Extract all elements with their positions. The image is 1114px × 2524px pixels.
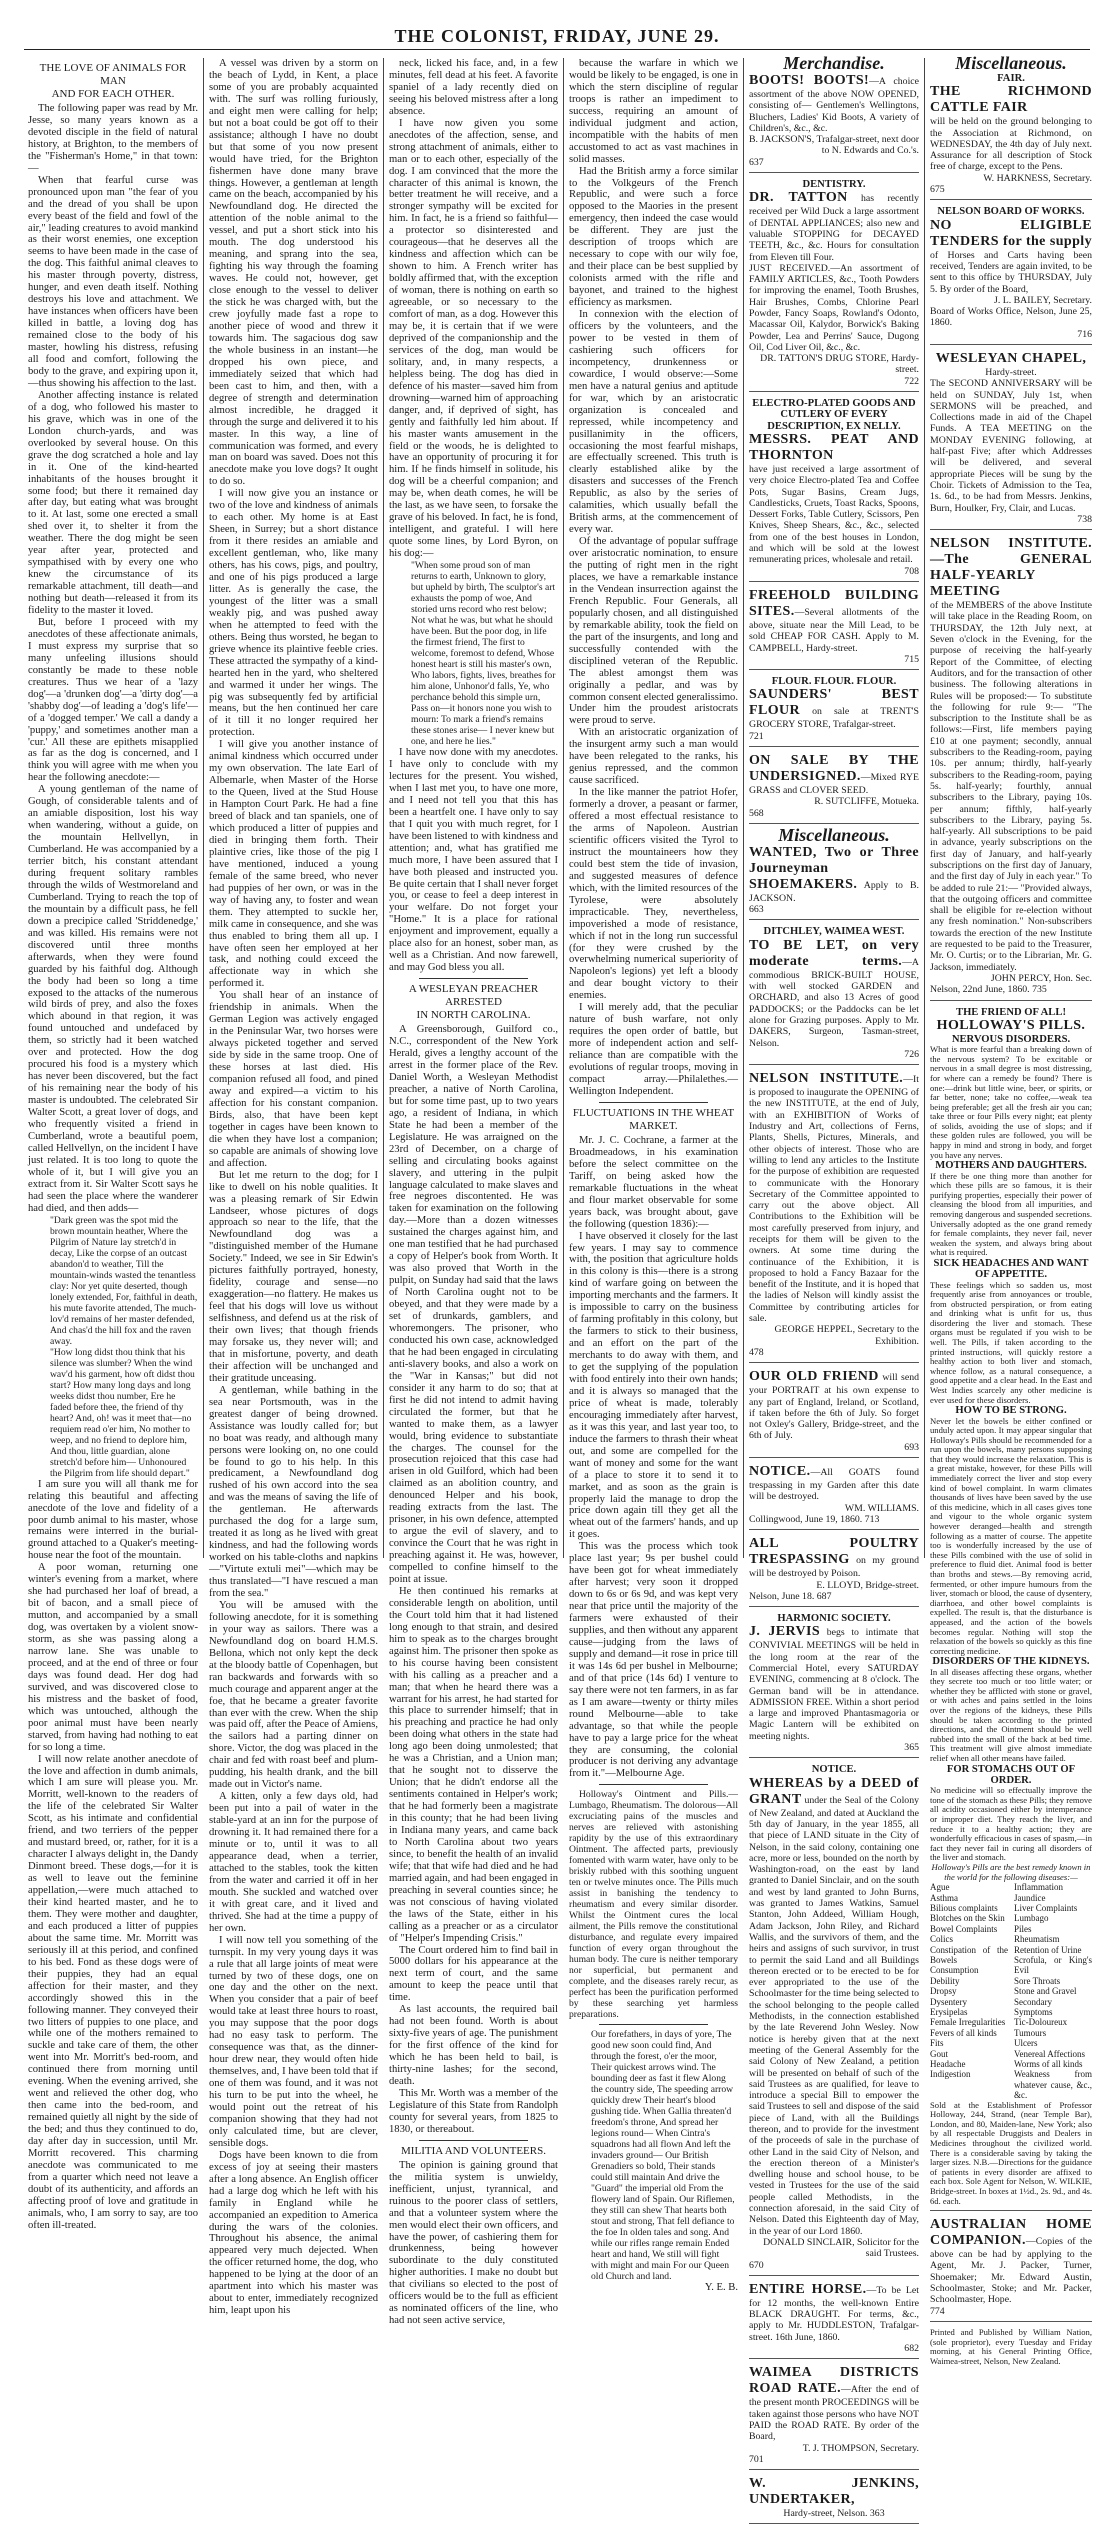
- paragraph: neck, licked his face, and, in a few minutes, fell dead at his feet. A favorite spaniel of a lady recently died on seeing his beloved mistress after a long absence.: [389, 58, 558, 117]
- paragraph: I have now given you some anecdotes of the affection, sense, and strong attachment of animals, either to man or to each other, especially of the dog. I am convinced that the more the character of this animal is known, the better treatment he will receive, and a stronger sympathy will be excited for him. In fact, he is a friend so faithful—a protector so disinterested and courageous—that he deserves all the kindness and affection which can be shown to him. A French writer has boldly affirmed that, with the exception of woman, there is nothing on earth so agreeable, or so necessary to the comfort of man, as a dog. However this may be, it is certain that if we were deprived of the companionship and the services of the dog, man would be solitary, and, in many respects, a helpless being. The dog has died in defence of his master—saved him from drowning—warned him of approaching danger, and, if deprived of sight, has gently and faithfully led him about. If his master wants amusement in the field or the woods, he is delighted to have an opportunity of procuring it for him. If he finds himself in solitude, his dog will be a cheerful companion; and may be, when death comes, he will be the last, as we have seen, to forsake the grave of his beloved. In fact, he is fond, intelligent, and grateful. I will here quote some lines, by Lord Byron, on his dog:—: [389, 117, 558, 560]
- list-item: Bowel Complaints: [930, 1923, 998, 1934]
- paragraph: I have observed it closely for the last few years. I may say to commence with, the position that agriculture holds in this colony is this—there is a strong kind of warfare going on between the importing merchants and the farmers. It is impossible to carry on the business of farming profitably in this colony, but the farmers to stick to their business, and an effort on the part of the merchants to do away with them, and to get the supplying of the population with food entirely into their own hands; and it is always so managed that the price of wheat is made, tolerably encouraging immediately after harvest, as it was this year, and last year too, to induce the farmers to thrash their wheat out, and some are compelled for the want of money and some for the want of a place to store it to send it to market, and as soon as the grain is properly laid the manage to drop the price down again till they get all the wheat out of the farmers' hands, and up it goes.: [569, 1230, 738, 1541]
- paragraph: As last accounts, the required bail had not been found. Worth is about sixty-five years of age. The punishment for the first offence of the kind for which he has been held to bail, is thirty-nine lashes; for the second, death.: [389, 2004, 558, 2088]
- list-item: Dysentery: [930, 1996, 967, 2007]
- paragraph: Dogs have been known to die from excess of joy at seeing their masters after a long absence. An English officer had a large dog which he left with his family in England while he accompanied an expedition to America during the wars of the colonies. Throughout his absence, the animal appeared very much dejected. When the officer returned home, the dog, who happened to be lying at the door of an apartment into which his master was about to enter, immediately recognized him, leapt upon his: [209, 2149, 378, 2317]
- list-item: Dropsy: [930, 1986, 957, 1997]
- poem-verse: "When some proud son of man returns to earth, Unknown to glory, but upheld by birth, The sculptor's art exhausts the pomp of woe, And storied urns record who rest below; Not what he was, but what he should have been. But the poor dog, in life the firmest friend, The first to welcome, foremost to defend, Whose honest heart is still his master's own, Who labors, fights, lives, breathes for him alone, Unhonor'd falls, Ye, who perchance behold this simple urn, Pass on—it honors none you wish to mourn: To mark a friend's remains these stones arise— I never knew but one, and here he lies.": [411, 560, 556, 748]
- list-item: Sore Throats: [1014, 1975, 1061, 1986]
- list-item: Inflammation: [1014, 1882, 1063, 1893]
- list-item: Retention of Urine: [1014, 1944, 1082, 1955]
- masthead-rule: [24, 49, 1090, 50]
- paragraph: But let me return to the dog; for I like to dwell on his noble qualities. It was a pleasing remark of Sir Edwin Landseer, whose pictures of dogs approach so near to the life, that the Newfoundland dog was a "distinguished member of the Humane Society." Indeed, we see in Sir Edwin's pictures faithfully portrayed, honesty, fidelity, courage and sense—no exaggeration—no flattery. He makes us feel that his dogs will love us without selfishness, and defend us at the risk of their own lives; that though friends may forsake us, they never will; and that in misfortune, poverty, and death their affection will be unchanged and their gratitude unceasing.: [209, 1169, 378, 1384]
- list-item: Headache: [930, 2059, 966, 2070]
- list-item: Indigestion: [930, 2069, 971, 2080]
- advertisement-shoemakers: WANTED, Two or Three Journeyman SHOEMAKERS. Apply to B. JACKSON. 663: [749, 845, 919, 921]
- paragraph: I will now tell you something of the turnspit. In my very young days it was a rule that all large joints of meat were turned by two of these dogs, one on one day and the other on the next. When you consider that a pair of beef would take at least three hours to roast, you may suppose that the poor dogs had no easy task to perform. The consequence was that, as the dinner-hour drew near, they would often hide themselves, and, I have been told that if one of them was found, and it was not his turn to be put into the wheel, he would point out the retreat of his companion showing that they had not only calculated time, but are clever, sensible dogs.: [209, 1934, 378, 2149]
- paragraph: But, before I proceed with my anecdotes of these affectionate animals, I must express my surprise that so many unfeeling illusions should constantly be made to these noble creatures. Thus we hear of a 'lazy dog'—a 'drunken dog'—a 'dirty dog'—a 'shabby dog'—of leading a 'dog's life'—of a 'dogged temper.' We call a dandy a 'puppy,' and sometimes another man a 'cur.' All these are epithets misapplied as far as the dog is concerned, and I think you will agree with me when you hear the following anecdote:—: [28, 616, 198, 784]
- advertisement-wesleyan-chapel: WESLEYAN CHAPEL, Hardy-street. The SECOND ANNIVERSARY will be held on SUNDAY, July 1st, when SERMONS will be preached, and Collections made in aid of the Chapel Funds. A TEA MEETING on the MONDAY EVENING following, at half-past Five; after which Addresses will be delivered, and several appropriate Pieces will be sung by the Choir. Tickets of Admission to the Tea, 1s. 6d., to be had from Messrs. Jenkins, Burn, Houlker, Fry, Clair, and Lucas. 738: [930, 351, 1092, 530]
- advertisement-flour: FLOUR. FLOUR. FLOUR. SAUNDERS' BEST FLOUR on sale at TRENT'S GROCERY STORE, Trafalgar-street. 721: [749, 676, 919, 747]
- divider: [599, 2024, 708, 2025]
- list-item: Piles: [1014, 1923, 1032, 1934]
- paragraph: He then continued his remarks at considerable length on abolition, until the Court told him that it had listened long enough to that strain, and desired him to speak as to the charges brought against him. The prisoner then spoke as to his course having been consistent with his calling as a preacher and a man; that when he heard there was a warrant for his arrest, he had started for this place to surrender himself; that in his preaching and practice he had only been doing what others in the state had long ago been doing unmolested; that he was a Christian, and a Union man; that he sought not to disserve the Union; that he didn't endorse all the sentiments contained in Helper's work; that he had formerly been a magistrate in this county; that he had been living in Indiana many years, and came back to North Carolina about two years since, to benefit the health of an invalid wife; that that wife had died and he had married again, and had been engaged in preaching in several counties since; he was not conscious of having violated the laws of the State, either in his calling as a preacher or as a circulator of "Helper's Impending Crisis.": [389, 1585, 558, 1944]
- poem-verse: "Dark green was the spot mid the brown mountain heather, Where the Pilgrim of Nature lay stretch'd in decay, Like the corpse of an outcast abandon'd to weather, Till the mountain-winds wasted the tenantless clay: Nor yet quite deserted, though lonely extended, For, faithful in death, his mute favorite attended, The much-lov'd remains of her master defended, And chas'd the hill fox and the raven away.: [50, 1214, 198, 1347]
- disease-list-right: [1014, 1882, 1092, 2101]
- paragraph: In the like manner the patriot Hofer, formerly a drover, a peasant or farmer, offered a most effectual resistance to the arms of Napoleon. Austrian scientific officers visited the Tyrol to instruct the mountaineers how they could best stem the tide of invasion, and suggested measures of defence which, with the limited resources of the Tyrolese, were absolutely impracticable. They, nevertheless, impoverished a mode of resistance, which if not in the long run successful (for they were crushed by the overwhelming numerical superiority of Napoleon's legions) yet left a bloody and dear bought victory to their enemies.: [569, 787, 738, 1002]
- paragraph: I will now give you an instance or two of the love and kindness of animals to each other. My home is at East Sheen, in Surrey; but a short distance from it there resides an amiable and excellent gentleman, who, like many others, has his cows, pigs, and poultry, and one of his pigs produced a large litter. As is generally the case, the youngest of the litter was a small weakly pig, and was pushed away when he attempted to feed with the others. Being thus worsted, he began to grieve whence its plaintive feeble cries. These attracted the sympathy of a kind-hearted hen in the yard, who sheltered and warmed it under her wings. The pig was subsequently fed by artificial means, but the hen continued her care of it till it no longer required her protection.: [209, 488, 378, 739]
- advertisement-freehold: FREEHOLD BUILDING SITES.—Several allotments of the above, situate near the Mill Lead, to be sold CHEAP FOR CASH. Apply to M. CAMPBELL, Hardy-street. 715: [749, 588, 919, 670]
- advertisement-entire-horse: ENTIRE HORSE.—To be Let for 12 months, the well-known Entire BLACK DRAUGHT. For terms, &c., apply to Mr. HUDDLESTON, Trafalgar-street. 16th June, 1860. 682: [749, 2282, 919, 2359]
- advertisement-goats-notice: NOTICE.—All GOATS found trespassing in my Garden after this date will be destroyed. WM. WILLIAMS. Collingwood, June 19, 1860. 713: [749, 1464, 919, 1530]
- column-5: [749, 53, 920, 2520]
- divider: [599, 1102, 708, 1103]
- advertisement-undertaker: W. JENKINS, UNDERTAKER, Hardy-street, Nelson. 363: [749, 2476, 919, 2524]
- article-title-love-of-animals: THE LOVE OF ANIMALS FOR MAN AND FOR EACH OTHER.: [39, 62, 187, 100]
- paragraph: A vessel was driven by a storm on the beach of Lydd, in Kent, a place some of you are probably acquainted with. The surf was rolling furiously, and eight men were calling for help; but not a boat could be got off to their assistance; although I have no doubt but that some of you now present would have tried, for the Brighton fishermen have done many brave things. However, a gentleman at length came on the beach, accompanied by his Newfoundland dog. He directed the attention of the noble animal to the vessel, and put a short stick into his mouth. The dog understood his meaning, and sprang into the sea, fighting his way through the foaming waves. He could not, however, get close enough to the vessel to deliver the stick he was charged with, but the crew joyfully made fast a rope to another piece of wood and threw it towards him. The sagacious dog saw the whole business in an instant—he dropped his own piece, and immediately seized that which had been cast to him, and then, with a degree of strength and determination almost incredible, he dragged it through the surge and delivered it to his master. In this way, a line of communication was formed, and every man on board was saved. Does not this anecdote make you love dogs? It ought to do so.: [209, 58, 378, 488]
- list-item: Tumours: [1014, 2027, 1047, 2038]
- paragraph: In connexion with the election of officers by the volunteers, and the power to be vested in them of cashiering such officers for incompetency, drunkenness or cowardice, I would observe:—Some men have a natural genius and aptitude for war, which by an aristocratic organization is concealed and repressed, while incompetency and pusillanimity in the officers, occasioning the most fearful mishaps, are effectually screened. This truth is clearly established alike by the disasters and successes of the French Republic, as also by the series of calamities, which usually befall the British arms, at the commencement of every war.: [569, 309, 738, 536]
- poem-signature: Y. E. B.: [704, 2282, 738, 2294]
- section-header-miscellaneous: Miscellaneous.: [955, 53, 1067, 73]
- column-3: [389, 58, 558, 2327]
- holloway-ointment-notice: Holloway's Ointment and Pills.—Lumbago, Rheumatism. The dolorous—All excruciating pains of the muscles and nerves are relieved with astonishing rapidity by the use of this extraordinary Ointment. The affected parts, previously fomented with warm water, have only to be briskly rubbed with this soothing unguent ten or twelve minutes once. The Pills much assist in banishing the tendency to rheumatism and every similar disorder. Whilst the Ointment cures the local ailment, the Pills remove the constitutional disturbance, and regulate every impaired function of every organ throughout the human body. The cure is neither temporary nor superficial, but permanent and complete, and the diseases rarely recur, as perfect has been the purification performed by these searching yet harmless preparations.: [569, 1789, 738, 2021]
- column-divider: [203, 58, 204, 1558]
- paragraph: You will be amused with the following anecdote, for it is something in your way as sailors. There was a Newfoundland dog on board H.M.S. Bellona, which not only kept the deck at the bloody battle of Copenhagen, but ran backwards and forwards with so much courage and apparent anger at the foe, that he became a greater favorite than ever with the crew. When the ship was paid off, after the Peace of Amiens, the sailors had a parting dinner on shore. Victor, the dog was placed in the chair and fed with roast beef and plum-pudding, his health drank, and the bill made out in Victor's name.: [209, 1599, 378, 1791]
- advertisement-institute-meeting: NELSON INSTITUTE.—The GENERAL HALF-YEARLY MEETING of the MEMBERS of the above Institute will take place in the Reading Room, on THURSDAY, the 12th July next, at Seven o'clock in the Evening, for the purpose of receiving the half-yearly Report of the Committee, of electing Auditors, and for the transaction of other business. The following alterations in Rules will be proposed:— To substitute the following for rule 9:— "The subscription to the Institute shall be as follows:—First, life members paying £10 at one payment; secondly, annual subscribers to the Reading-room, paying 10s. per annum; thirdly, half-yearly subscribers to the Reading-room, paying 5s. half-yearly; fourthly, annual subscribers to the Library, paying 10s. per annum; fifthly, half-yearly subscribers to the Library, paying 5s. half-yearly. All subscriptions to be paid in advance, yearly subscriptions on the first day of January, and half-yearly subscriptions on the first day of January, and the first day of July in each year." To be added to rule 21:— "Provided always, that the outgoing officers and committee shall be eligible for re-election without any fresh nomination." Non-subscribers towards the erection of the new Institute are requested to be paid to the Treasurer, Mr. O. Curtis; or to the Librarian, Mr. G. Jackson, immediately. JOHN PERCY, Hon. Sec. Nelson, 22nd June, 1860. 735: [930, 536, 1092, 1000]
- advertisement-harmonic-society: HARMONIC SOCIETY. J. JERVIS begs to intimate that CONVIVIAL MEETINGS will be held in the long room at the rear of the Commercial Hotel, every SATURDAY EVENING, commencing at 8 o'clock. The German band will be in attendance. ADMISSION FREE. Within a short period a large and improved Phantasmagoria or Magic Lantern will be exhibited on meeting nights. 365: [749, 1613, 919, 1758]
- paragraph: Had the British army a force similar to the Volkgeurs of the French Republic, and were such a force opposed to the Maories in the present emergency, then indeed the case would be different. They are just the description of troops which are necessary to cope with our wily foe, and their place can be best supplied by colonists armed with the rifle and bayonet, and trained to the highest efficiency as marksmen.: [569, 165, 738, 309]
- printer-imprint: Printed and Published by William Nation, (sole proprietor), every Tuesday and Friday morning, at his General Printing Office, Waimea-street, Nelson, New Zealand.: [930, 2326, 1092, 2366]
- advertisement-board-of-works: NELSON BOARD OF WORKS. NO ELIGIBLE TENDERS for the supply of Horses and Carts having been received, Tenders are again invited, to be sent to this office by THURSDAY, July 5. By order of the Board, J. L. BAILEY, Secretary. Board of Works Office, Nelson, June 25, 1860. 716: [930, 206, 1092, 345]
- paragraph: I am sure you will all thank me for relating this beautiful and affecting anecdote of the love and fidelity of a poor dumb animal to his master, whose remains were interred in the burial-ground attached to a Quaker's meeting-house near the foot of the mountain.: [28, 1478, 198, 1562]
- paragraph: A gentleman, while bathing in the sea near Portsmouth, was in the greatest danger of being drowned. Assistance was loudly called for; but no boat was ready, and although many persons were looking on, no one could be found to go to his help. In this predicament, a Newfoundland dog rushed of his own accord into the sea and was the means of saving the life of the gentleman. He afterwards purchased the dog for a large sum, treated it as long as he lived with great kindness, and had the following words worked on his table-cloths and napkins —"Virtute extuli mei"—which may be thus translated—"I have rescued a man from the sea.": [209, 1384, 378, 1599]
- list-item: Erysipelas: [930, 2007, 968, 2017]
- paragraph: A poor woman, returning one winter's evening from a market, where she had purchased her loaf of bread, a bit of bacon, and a small piece of mutton, and accompanied by a small dog, was overtaken by a violent snow-storm, as she was passing along a narrow lane. She was unable to proceed, and at the end of three or four days was found dead. Her dog had survived, and was discovered close to his mistress and the basket of food, which was untouched, although the poor animal must have been nearly starved, from having had nothing to eat for so long a time.: [28, 1562, 198, 1753]
- list-item: Blotches on the Skin: [930, 1913, 1005, 1924]
- column-divider: [383, 58, 384, 1558]
- list-item: Bilious complaints: [930, 1902, 998, 1913]
- paragraph: The Court ordered him to find bail in 5000 dollars for his appearance at the next term of court, and the same amount to keep the peace until that time.: [389, 1944, 558, 2004]
- list-item: Fevers of all kinds: [930, 2027, 997, 2038]
- list-item: Asthma: [930, 1892, 958, 1903]
- article-title-wesleyan-preacher: A WESLEYAN PREACHER ARRESTED IN NORTH CAROLINA.: [408, 983, 539, 1022]
- list-item: Ulcers: [1014, 2038, 1038, 2049]
- poem-verse: "How long didst thou think that his silence was slumber? When the wind wav'd his garment, how oft didst thou start? How many long days and long weeks didst thou number, Ere he faded before thee, the friend of thy heart? And, oh! was it meet that—no requiem read o'er him, No mother to weep, and no friend to deplore him, And thou, little guardian, alone stretch'd before him— Unhonoured the Pilgrim from life should depart.": [50, 1346, 195, 1479]
- paragraph: I will now relate another anecdote of the love and affection in dumb animals, which I am sure will please you. Mr. Morritt, well-known to the readers of the life of the celebrated Sir Walter Scott, as his intimate and confidential friend, and two terriers of the pepper and mustard breed, or, rather, for it is a character I always delight in, the Dandy Dinmont breed. These dogs,—for it is as well to leave out the feminine appellation,—were much attached to their kind hearted master, and he to them. They were mother and daughter, and each produced a litter of puppies about the same time. Mr. Morritt was seriously ill at this period, and confined to his bed. Fond as these dogs were of their puppies, they had an equal affection for their master, and they accordingly showed this in the following manner. They conveyed their two litters of puppies to one place, and while one of the mothers remained to suckle and take care of them, the other went into Mr. Morritt's bed-room, and continued there from morning until evening. When the evening arrived, she went and relieved the other dog, who then came into the bed-room, and remained quietly all night by the side of the bed; and thus they continued to do, day after day in succession, until Mr. Morritt recovered. This charming anecdote was communicated to me from a quarter which need not leave a doubt of its authenticity, and affords an affecting proof of love and gratitude in animals, who, I am sorry to say, are too often ill-treated.: [28, 1753, 198, 2231]
- disease-list-left: [930, 1882, 1008, 2101]
- column-6: [930, 53, 1092, 2366]
- list-item: Consumption: [930, 1965, 979, 1976]
- advertisement-portrait: OUR OLD FRIEND will send your PORTRAIT at his own expense to any part of England, Ireland, or Scotland, if taken before the 6th of July. So forget not Oxley's Gallery, Bridge-street, and the 6th of July. 693: [749, 1369, 919, 1458]
- list-item: Constipation of the Bowels: [930, 1944, 1008, 1965]
- advertisement-boots: BOOTS! BOOTS!—A choice assortment of the above NOW OPENED, consisting of— Gentlemen's Wellingtons, Bluchers, Ladies' Kid Boots, A variety of Children's, &c., &c. B. JACKSON'S, Trafalgar-street, next door to N. Edwards and Co.'s. 637: [749, 73, 919, 173]
- paragraph: because the warfare in which we would be likely to be engaged, is one in which the stern discipline of regular troops is rather an impediment to success, requiring an amount of individual judgment and action, incompatible with the habits of men accustomed to act as vast machines in solid masses.: [569, 58, 738, 165]
- list-item: Gout: [930, 2048, 948, 2059]
- paragraph: I will give you another instance of animal kindness which occurred under my own observation. The late Earl of Albemarle, when Master of the Horse to the Queen, lived at the Stud House in Hampton Court Park. He had a fine breed of black and tan spaniels, one of which produced a litter of puppies and died in bringing them forth. Their plaintive cries, like those of the pig I have mentioned, induced a young female of the same breed, who never had puppies of her own, or was in the way of having any, to foster and wean them. They attempted to suckle her, milk came in consequence, and she was thus enabled to bring them all up. I have often seen her employed at her task, and nothing could exceed the affectionate way in which she performed it.: [209, 739, 378, 990]
- advertisement-seed: ON SALE BY THE UNDERSIGNED.—Mixed RYE GRASS and CLOVER SEED. R. SUTCLIFFE, Motueka. 568: [749, 753, 919, 824]
- article-title-wheat-market: FLUCTUATIONS IN THE WHEAT MARKET.: [572, 1106, 735, 1132]
- paragraph: Mr. J. C. Cochrane, a farmer at the Broadmeadows, in his examination before the select committee on the Tariff, on being asked how the remarkable fluctuations in the wheat and flour market observable for some years back, was brought about, gave the following (question 1836):—: [569, 1134, 738, 1230]
- advertisement-deed-of-grant: NOTICE. WHEREAS by a DEED of GRANT under the Seal of the Colony of New Zealand, and dated at Auckland the 5th day of January, in the year 1855, all that piece of LAND situate in the City of Nelson, in the said colony, containing one acre, more or less, bounded on the north by Washington-road, on the east by land granted to Daniel Sinclair, and on the south and west by land granted to John Burns, was granted to James Watkins, Samuel Stanton, John Addeed, William Hough, Adam Jackson, John Riley, and Richard Wallis, and the survivors of them, and the heirs and assigns of such survivor, in trust to permit the said Land and all Buildings thereon erected or to be erected to be for ever appropriated to the use of the Schoolmaster for the time being selected to the school belonging to the people called Methodists, in the connection established by the late Reverend John Wesley. Now notice is hereby given that at the next meeting of the General Assembly for the said Colony of New Zealand, a petition will be presented on behalf of such of the said Trustees as are qualified, for leave to introduce a special Bill to empower the said Trustees to sell and dispose of the said piece of Land, with all the Buildings thereon, and to provide for the investment of the proceeds of sale in the purchase of other Land in the said City of Nelson, and the erection thereon of a Minister's dwelling house and school house, to be vested in Trustees for the use of the said people called Methodists, in the connection aforesaid, in the said City of Nelson. Dated this Eighteenth day of May, in the year of our Lord 1860. DONALD SINCLAIR, Solicitor for the said Trustees. 670: [749, 1764, 919, 2275]
- advertisement-holloways-pills: THE FRIEND OF ALL! HOLLOWAY'S PILLS. NERVOUS DISORDERS. What is more fearful than a breaking down of the nervous system? To be excitable or nervous in a small degree is most distressing, for where can a remedy be found? There is one:—drink but little wine, beer, or spirits, or far better, none; take no coffee,—weak tea being preferable; get all the fresh air you can; take three or four Pills every night; eat plenty of solids, avoiding the use of slops; and if these golden rules are followed, you will be happy in mind and strong in body, and forget you have any nerves. MOTHERS AND DAUGHTERS. If there be one thing more than another for which these pills are so famous, it is their purifying properties, especially their power of cleansing the blood from all impurities, and removing dangerous and suspended secretions. Universally adopted as the one grand remedy for female complaints, they never fail, never weaken the system, and always bring about what is required. SICK HEADACHES AND WANT OF APPETITE. These feelings which so sadden us, most frequently arise from annoyances or trouble, from obstructed perspiration, or from eating and drinking what is unfit for us, thus disordering the liver and stomach. These organs must be regulated if you wish to be well. The Pills, if taken according to the printed instructions, will quickly restore a healthy action to both liver and stomach, whence follow, as a natural consequence, a good appetite and a clear head. In the East and West Indies scarcely any other medicine is ever used for these disorders. HOW TO BE STRONG. Never let the bowels be either confined or unduly acted upon. It may appear singular that Holloway's Pills should be recommended for a run upon the bowels, many persons supposing that they would increase the relaxation. This is a great mistake, however, for these Pills will immediately correct the liver and stop every kind of bowel complaint. In warm climates thousands of lives have been saved by the use of this medicine, which in all cases gives tone and vigour to the whole organic system however deranged—health and strength following as a matter of course. The appetite too is wonderfully increased by the use of these Pills combined with the use of solid in preference to fluid diet. Animal food is better than broths and stews.—By removing acrid, fermented, or other impure humours from the liver, stomach or blood, the cause of dysentery, diarrhoea, and other bowel complaints is expelled. The result is, that the disturbance is appeased, and the action of the bowels becomes regular. Nothing will stop the relaxation of the bowels so quickly as this fine correcting medicine. DISORDERS OF THE KIDNEYS. In all diseases affecting these organs, whether they secrete too much or too little water; or whether they be afflicted with stone or gravel, or with aches and pains settled in the loins over the regions of the kidneys, these Pills should be taken according to the printed directions, and the Ointment should be well rubbed into the small of the back at bed time. This treatment will give almost immediate relief when all other means have failed. FOR STOMACHS OUT OF ORDER. No medicine will so effectually improve the tone of the stomach as these Pills; they remove all acidity occasioned either by intemperance or improper diet. They reach the liver, and reduce it to a healthy action; they are wonderfully efficacious in cases of spasm,—in fact they never fail in curing all disorders of the liver and stomach. Holloway's Pills are the best remedy known in the world for the following diseases:— Ague Asthma Bilious complaints Blotches on the Skin Bowel Complaints Colics Constipation of the Bowels Consumption Debility Dropsy Dysentery Erysipelas Female Irregularities Fevers of all kinds Fits Gout Headache Indigestion Inflammation Jaundice Liver Complaints Lumbago Piles Rheumatism Retention of Urine Scrofula, or King's Evil Sore Throats Stone and Gravel Secondary Symptoms Tic-Doloureux Tumours Ulcers Venereal Affections Worms of all kinds Weakness from whatever cause, &c., &c. Sold at the Establishment of Professor Holloway, 244, Strand, (near Temple Bar), London, and 80, Maiden-lane, New York; also by all respectable Druggists and Dealers in Medicines throughout the civilized world. There is a considerable saving by taking the larger sizes. N.B.—Directions for the guidance of patients in every disorder are affixed to each box. Sole Agent for Nelson, W. WILKIE, Bridge-street. In boxes at 1½d., 2s. 9d., and 4s. 6d. each.: [930, 1007, 1092, 2212]
- list-item: Worms of all kinds: [1014, 2059, 1083, 2070]
- poem-verse: Our forefathers, in days of yore, The good new soon could find, And through the forest, o'er the moor, Their quickest arrows wind. The bounding deer as fast it flew Along the country side, The speeding arrow quickly drew Their heart's blood gushing tide. When Gallia threaten'd freedom's throne, And spread her legions round— When Cintra's squadrons had all flown And left the invaders ground— Our British Grenadiers so bold, Their stands could still maintain And drive the "Guard" the imperial old From the flowery land of Spain. Our Riflemen, they still can shew That hearts both stout and strong, That fell defiance to the foe In olden tales and song. And while our rifles range remain Ended heart and hand, We still will fight with might and main For our Queen old Church and land.: [591, 2029, 735, 2283]
- advertisement-dentistry: DENTISTRY. DR. TATTON has recently received per Wild Duck a large assortment of DENTAL APPLIANCES; also new and valuable STOPPING for DECAYED TEETH, &c., &c. Hours for consultation from Eleven till Four. JUST RECEIVED.—An assortment of FAMILY ARTICLES, &c., Tooth Powders for improving the enamel, Tooth Brushes, Hair Brushes, Combs, Chlorine Pearl Powder, Fancy Soaps, Rowland's Odonto, Macassar Oil, Kalydor, Borwick's Baking Powder, Lea and Perrins' Sauce, Dugong Oil, Cod Liver Oil, &c., &c. DR. TATTON'S DRUG STORE, Hardy-street. 722: [749, 179, 919, 392]
- paragraph: When that fearful curse was pronounced upon man "the fear of you and the dread of you shall be upon every beast of the field and fowl of the air," leading creatures to avoid mankind as their worst enemies, one exception seems to have been made in the case of the dog. This faithful animal cleaves to his master through poverty, distress, hunger, and even death itself. Nothing destroys his love and attachment. We have instances when officers have been killed in battle, a loving dog has remained close to the body of his master, howling his distress, refusing all food and comfort, following the body to the grave, and expiring upon it,—thus showing his affection to the last.: [28, 174, 198, 389]
- divider: [419, 978, 528, 979]
- list-item: Debility: [930, 1975, 960, 1986]
- list-item: Rheumatism: [1014, 1934, 1060, 1945]
- column-4: [569, 58, 738, 2294]
- paragraph: The opinion is gaining ground that the militia system is unwieldy, inefficient, unjust, tyrannical, and ruinous to the poorer class of settlers, and that a volunteer system where the men would elect their own officers, and have the power, of cashiering them for drunkenness, being however subordinate to the duly constituted higher authorities. I make no doubt but that civilians so elected to the post of officers would be to the full as efficient as nominated officers of the line, who had not seen active service,: [389, 2159, 558, 2327]
- advertisement-poultry: ALL POULTRY TRESPASSING on my ground will be destroyed by Poison. E. LLOYD, Bridge-street. Nelson, June 18. 687: [749, 1536, 919, 1607]
- section-header-miscellaneous: Miscellaneous.: [778, 824, 890, 845]
- list-item: Stone and Gravel: [1014, 1986, 1077, 1997]
- column-divider: [924, 58, 925, 1558]
- paragraph: The following paper was read by Mr. Jesse, so many years known as a devoted disciple in the field of natural history, at Brighton, to the members of the "Fisherman's Home," in that town:—: [28, 103, 198, 174]
- column-1: [28, 58, 198, 2231]
- paragraph: With an aristocratic organization of the insurgent army such a man would have been relegated to the ranks, his genius repressed, and the common cause sacrificed.: [569, 727, 738, 787]
- advertisement-home-companion: AUSTRALIAN HOME COMPANION.—Copies of the above can be had by applying to the Agent, Mr. J. Packer, Turner, Shoemaker; Mr. Edward Austin, Schoolmaster, Stoke; and Mr. Packer, Schoolmaster, Hope. 774: [930, 2217, 1092, 2322]
- divider: [599, 1784, 708, 1785]
- advertisement-road-rate: WAIMEA DISTRICTS ROAD RATE.—After the end of the present month PROCEEDINGS will be taken against those persons who have NOT PAID the ROAD RATE. By order of the Board, T. J. THOMPSON, Secretary. 701: [749, 2365, 919, 2470]
- list-item: Weakness from whatever cause, &c., &c.: [1014, 2069, 1092, 2101]
- divider: [419, 2140, 528, 2141]
- paragraph: Of the advantage of popular suffrage over aristocratic nomination, to ensure the putting of right men in the right places, we have a remarkable instance in the Vendean insurrection against the French Republic. Four Generals, all popularly chosen, and all distinguished by remarkable ability, took the field on the part of the insurgents, and long and successfully contended with the disciplined veteran of the Republic. The ablest amongst them was originally a pedlar, and was by common consent elected generalissimo. Under him the proudest aristocrats were proud to serve.: [569, 536, 738, 727]
- paragraph: This was the process which took place last year; 9s per bushel could have been got for wheat immediately after harvest; very soon it dropped down to 6s or 6s 9d, and was kept very near that price until the majority of the farmers were exhausted of their supplies, and then without any apparent cause—judging from the laws of supply and demand—it rose in price till it was 14s 6d per bushel in Melbourne; and of that price (14s 6d) I venture to say there were not ten farmers, in as far as I am aware—twenty or thirty miles round Melbourne—able to take advantage, so that while the people have to pay a large price for the wheat they are consuming, the colonial producer is not deriving any advantage from it."—Melbourne Age.: [569, 1541, 738, 1780]
- disease-list: [930, 1882, 1092, 2101]
- advertisement-ditchley: DITCHLEY, WAIMEA WEST. TO BE LET, on very moderate terms.—A commodious BRICK-BUILT HOUSE, with well stocked GARDEN and ORCHARD, and also 13 Acres of good PADDOCKS; or the Paddocks can be let alone for Grazing purposes. Apply to Mr. DAKERS, Surgeon, Tasman-street, Nelson. 726: [749, 926, 919, 1065]
- list-item: Female Irregularities: [930, 2017, 1006, 2028]
- list-item: Tic-Doloureux: [1014, 2017, 1068, 2028]
- column-divider: [743, 58, 744, 1558]
- article-title-militia: MILITIA AND VOLUNTEERS.: [401, 2144, 546, 2157]
- advertisement-peat-thornton: ELECTRO-PLATED GOODS AND CUTLERY OF EVERY DESCRIPTION, EX NELLY. MESSRS. PEAT AND THORNTON have just received a large assortment of very choice Electro-plated Tea and Coffee Pots, Sugar Basins, Cream Jugs, Candlesticks, Cruets, Toast Racks, Spoons, Dessert Forks, Table Cutlery, Scissors, Pen Knives, Sheep Shears, &c., &c., selected from one of the best houses in London, and which will be sold at the lowest remunerating prices, wholesale and retail. 708: [749, 398, 919, 582]
- column-2: [209, 58, 378, 2317]
- list-item: Venereal Affections: [1014, 2048, 1086, 2059]
- paragraph: A Greensborough, Guilford co., N.C., correspondent of the New York Herald, gives a lengthy account of the arrest in the former place of the Rev. Daniel Worth, a Wesleyan Methodist preacher, a native of North Carolina, but for some time past, up to two years ago, a resident of Indiana, in which State he had been a member of the Legislature. He was arraigned on the 23rd of December, on a charge of selling and circulating books against slavery, and uttering in the pulpit language calculated to make slaves and free negroes discontented. He was taken for examination on the following day.—More than a dozen witnesses sustained the charges against him, and one man testified that he had purchased a copy of Helper's book from Worth. It was also proved that Worth in the pulpit, on Sunday had said that the laws of North Carolina ought not to be obeyed, and that they were made by a set of drunkards, gamblers, and whoremongers. The prisoner, who conducted his own case, acknowledged that he had been engaged in circulating anti-slavery books, and also a work on the "War in Kansas;" but did not consider it any harm to do so; that at first he did not intend to admit having circulated the former, but that he wanted to make them, as a lawyer would, bring evidence to substantiate the charges. The counsel for the prosecution rejoiced that this case had arisen in old Guilford, which had been claimed as an abolition country, and denounced Helper and his book, reading extracts from the last. The prisoner, in his own defence, attempted to argue the evil of slavery, and to convince the Court that he was right in preaching against it. He was, however, compelled to confine himself to the point at issue.: [389, 1024, 558, 1585]
- masthead: THE COLONIST, FRIDAY, JUNE 29.: [394, 26, 720, 46]
- list-item: Lumbago: [1014, 1913, 1049, 1924]
- advertisement-nelson-institute-exhibition: NELSON INSTITUTE.—It is proposed to inaugurate the OPENING of the new INSTITUTE, at the end of July, with an EXHIBITION of Works of Industry and Art, collections of Ferns, Plants, Shells, Pictures, Minerals, and other objects of interest. Those who are willing to lend any articles to the Institute for the purpose of exhibition are requested to communicate with the Honorary Secretary of the Committee appointed to carry out the above object. All Contributions to the Exhibition will be most carefully preserved from injury, and receipts for them will be given to the owners. At some time during the continuance of the Exhibition, it is proposed to hold a Fancy Bazaar for the benefit of the Institute, and it is hoped that the ladies of Nelson will kindly assist the Committee by contributing articles for sale. GEORGE HEPPEL, Secretary to the Exhibition. 478: [749, 1071, 919, 1363]
- list-item: Jaundice: [1014, 1892, 1046, 1903]
- paragraph: A kitten, only a few days old, had been put into a pail of water in the stable-yard at an inn for the purpose of drowning it. It had remained there for a minute or to, until it was to all appearance dead, when a terrier, attached to the stables, took the kitten from the water and carried it off in her mouth. She suckled and watched over it with great care, and it lived and thrived. She had at the time a puppy of her own.: [209, 1791, 378, 1934]
- list-item: Secondary Symptoms: [1014, 1996, 1053, 2017]
- paragraph: I will merely add, that the peculiar nature of bush warfare, not only requires the open order of battle, but more of independent action and self-reliance than are compatible with the evolutions of regular troops, moving in compact array.—Philalethes.—Wellington Independent.: [569, 1002, 738, 1097]
- list-item: Liver Complaints: [1014, 1902, 1078, 1913]
- section-header-merchandise: Merchandise.: [783, 53, 885, 73]
- paragraph: You shall hear of an instance of friendship in animals. When the German Legion was actively engaged in the Peninsular War, two horses were always picketed together and served side by side in the same troop. One of these horses at last died. His companion refused all food, and pined away and expired—a victim to his affection for his constant companion. Birds, also, that have been kept together in cages have been known to die when they have lost a companion; so capable are animals of showing love and affection.: [209, 990, 378, 1169]
- list-item: Colics: [930, 1934, 954, 1945]
- paragraph: This Mr. Worth was a member of the Legislature of this State from Randolph county for several years, from 1825 to 1830, or thereabout.: [389, 2087, 558, 2135]
- list-item: Scrofula, or King's Evil: [1014, 1954, 1092, 1976]
- paragraph: Another affecting instance is related of a dog, who followed his master to his grave, which was in one of the London church-yards, and was overlooked by several house. On this grave the dog scratched a hole and lay in it. One of the kind-hearted inhabitants of the houses brought it some food; but there it remained day after day, but eating what was brought to it. At last, some one erected a small shed over it, to shelter it from the weather. There the dog might be seen year after year, protected and sympathised with by every one who knew the circumstance of its remarkable attachment, till death—and nothing but death—released it from its fidelity to the master it loved.: [28, 389, 198, 617]
- paragraph: I have now done with my anecdotes. I have only to conclude with my lectures for the present. You wished, when I last met you, to have one more, and I need not tell you that this has been a heartfelt one. I have only to say that I quit you with much regret, for I have been listened to with kindness and attention; and, what has gratified me much more, I have been assured that I have both pleased and instructed you. Be quite certain that I shall never forget you, or cease to feel a deep interest in your welfare. Do not forget your "Home." It is a place for rational enjoyment and improvement, equally a place also for an honest, sober man, as well as a Christian. And now farewell, and may God bless you all.: [389, 747, 558, 974]
- column-divider: [563, 58, 564, 1558]
- advertisement-cattle-fair: FAIR. THE RICHMOND CATTLE FAIR will be held on the ground belonging to the Association at Richmond, on WEDNESDAY, the 4th day of July next. Assurance for all description of Stock free of charge, except to the Pens. W. HARKNESS, Secretary. 675: [930, 73, 1092, 200]
- list-item: Ague: [930, 1882, 950, 1893]
- list-item: Fits: [930, 2038, 944, 2049]
- paragraph: A young gentleman of the name of Gough, of considerable talents and of an amiable disposition, lost his way when wandering, without a guide, on the mountain Hellvellyn, in Cumberland. He was accompanied by a terrier bitch, his constant attendant during frequent solitary rambles through the wilds of Westmoreland and Cumberland. Trying to reach the top of the mountain by a difficult pass, he fell down a precipice called 'Striddenedge,' and was killed. His remains were not discovered until three months afterwards, when they were found guarded by his faithful dog. Although the body had been so long a time exposed to the attacks of the numerous wild birds of prey, and also the foxes which abound in that region, it was found untouched and undefaced by them, so strictly had it been watched over and protected. How the dog procured his food is a mystery which has never been discovered, but the fact of his remaining near the body of his master is undoubted. The celebrated Sir Walter Scott, a great lover of dogs, and who frequently visited a friend in Cumberland, wrote a beautiful poem, called Hellvellyn, on the incident I have just related. It is too long to quote the whole of it, but I will give you an extract from it. Sir Walter Scott says he had seen the place where the wanderer had died, and then adds—: [28, 784, 198, 1214]
